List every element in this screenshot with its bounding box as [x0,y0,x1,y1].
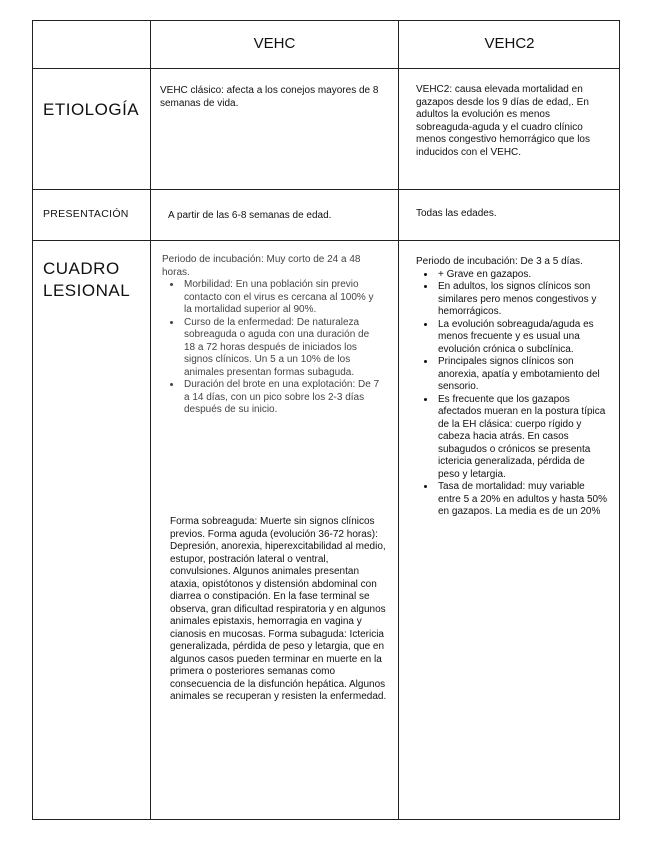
row-divider-header [32,68,620,69]
etiologia-vehc: VEHC clásico: afecta a los conejos mayores de 8 semanas de vida. [160,85,379,109]
list-item: • Duración del brote en una explotación: De 7 a 14 días, con un pico sobre los 2-3 días después de su inicio. [182,379,380,417]
comparison-table [32,20,620,820]
list-item: • La evolución sobreaguda/aguda es menos frecuente y es usual una evolución crónica o subclínica. [436,319,608,357]
list-item: • Principales signos clínicos son anorexia, apatía y embotamiento del sensorio. [436,356,608,394]
list-item: • Curso de la enfermedad: De naturaleza sobreaguda o aguda con una duración de 18 a 72 horas después de iniciados los signos clínicos. Un 5 a un 10% de los animales presentan formas subaguda. [182,317,380,380]
col-divider-2 [398,20,399,820]
presentacion-vehc: A partir de las 6-8 semanas de edad. [168,210,332,221]
border-bottom [32,819,620,820]
etiologia-vehc2: VEHC2: causa elevada mortalidad en gazapos desde los 9 días de edad,. En adultos la evolución es menos sobreaguda-aguda y el cuadro clínico menos congestivo hemorrágico que los inducidos con el VEHC. [416,84,590,158]
list-item: • Morbilidad: En una población sin previo contacto con el virus es cercana al 100% y la mortalidad superior al 90%. [182,279,380,317]
border-right [619,20,620,820]
row-label-lesional: LESIONAL [43,281,131,300]
row-divider-presentacion [32,240,620,241]
cuadro-vehc2-intro: Periodo de incubación: De 3 a 5 días. [416,256,583,267]
cuadro-vehc-intro: Periodo de incubación: Muy corto de 24 a 48 horas. [162,254,361,278]
list-item: • Es frecuente que los gazapos afectados mueran en la postura típica de la EH clásica: cuerpo rígido y cabeza hacia atrás. En casos subagudos o crónicos se presenta ictericia generalizada, pérdida de peso y letargia. [436,394,608,482]
cuadro-vehc2-list [416,269,608,519]
row-label-cuadro-lesional [43,258,148,302]
cuadro-vehc-forms: Forma sobreaguda: Muerte sin signos clínicos previos. Forma aguda (evolución 36-72 horas): Depresión, anorexia, hiperexcitabilidad al medio, estupor, postración lateral o ventral, convulsiones. Algunos animales presentan ataxia, opistótonos y distensión abdominal con diarrea o constipación. En la fase terminal se observa, gran dificultad respiratoria y en algunos animales epistaxis, hemorragia en vagina y cianosis en mucosas. Forma subaguda: Ictericia generalizada, pérdida de peso y letargia, que en algunos casos pueden terminar en muerte en la primera o posteriores semanas como consecuencia de la disfunción hepática. Algunos animales se recuperan y resisten la enfermedad. [170,516,387,702]
list-item: • En adultos, los signos clínicos son similares pero menos congestivos y hemorrágicos. [436,281,608,319]
col-divider-1 [150,20,151,820]
cuadro-vehc-list [162,279,380,417]
cuadro-vehc2 [416,256,608,519]
border-left [32,20,33,820]
row-divider-etiologia [32,189,620,190]
row-label-presentacion: PRESENTACIÓN [43,208,129,220]
cuadro-vehc [162,254,380,417]
header-col1 [32,20,150,68]
row-label-cuadro: CUADRO [43,259,120,278]
row-label-etiologia: ETIOLOGÍA [43,100,140,119]
header-vehc2: VEHC2 [484,35,535,52]
list-item: • + Grave en gazapos. [436,269,608,282]
list-item: • Tasa de mortalidad: muy variable entre 5 a 20% en adultos y hasta 50% en gazapos. La media es de un 20% [436,481,608,519]
header-vehc: VEHC [253,35,296,52]
presentacion-vehc2: Todas las edades. [416,208,497,219]
